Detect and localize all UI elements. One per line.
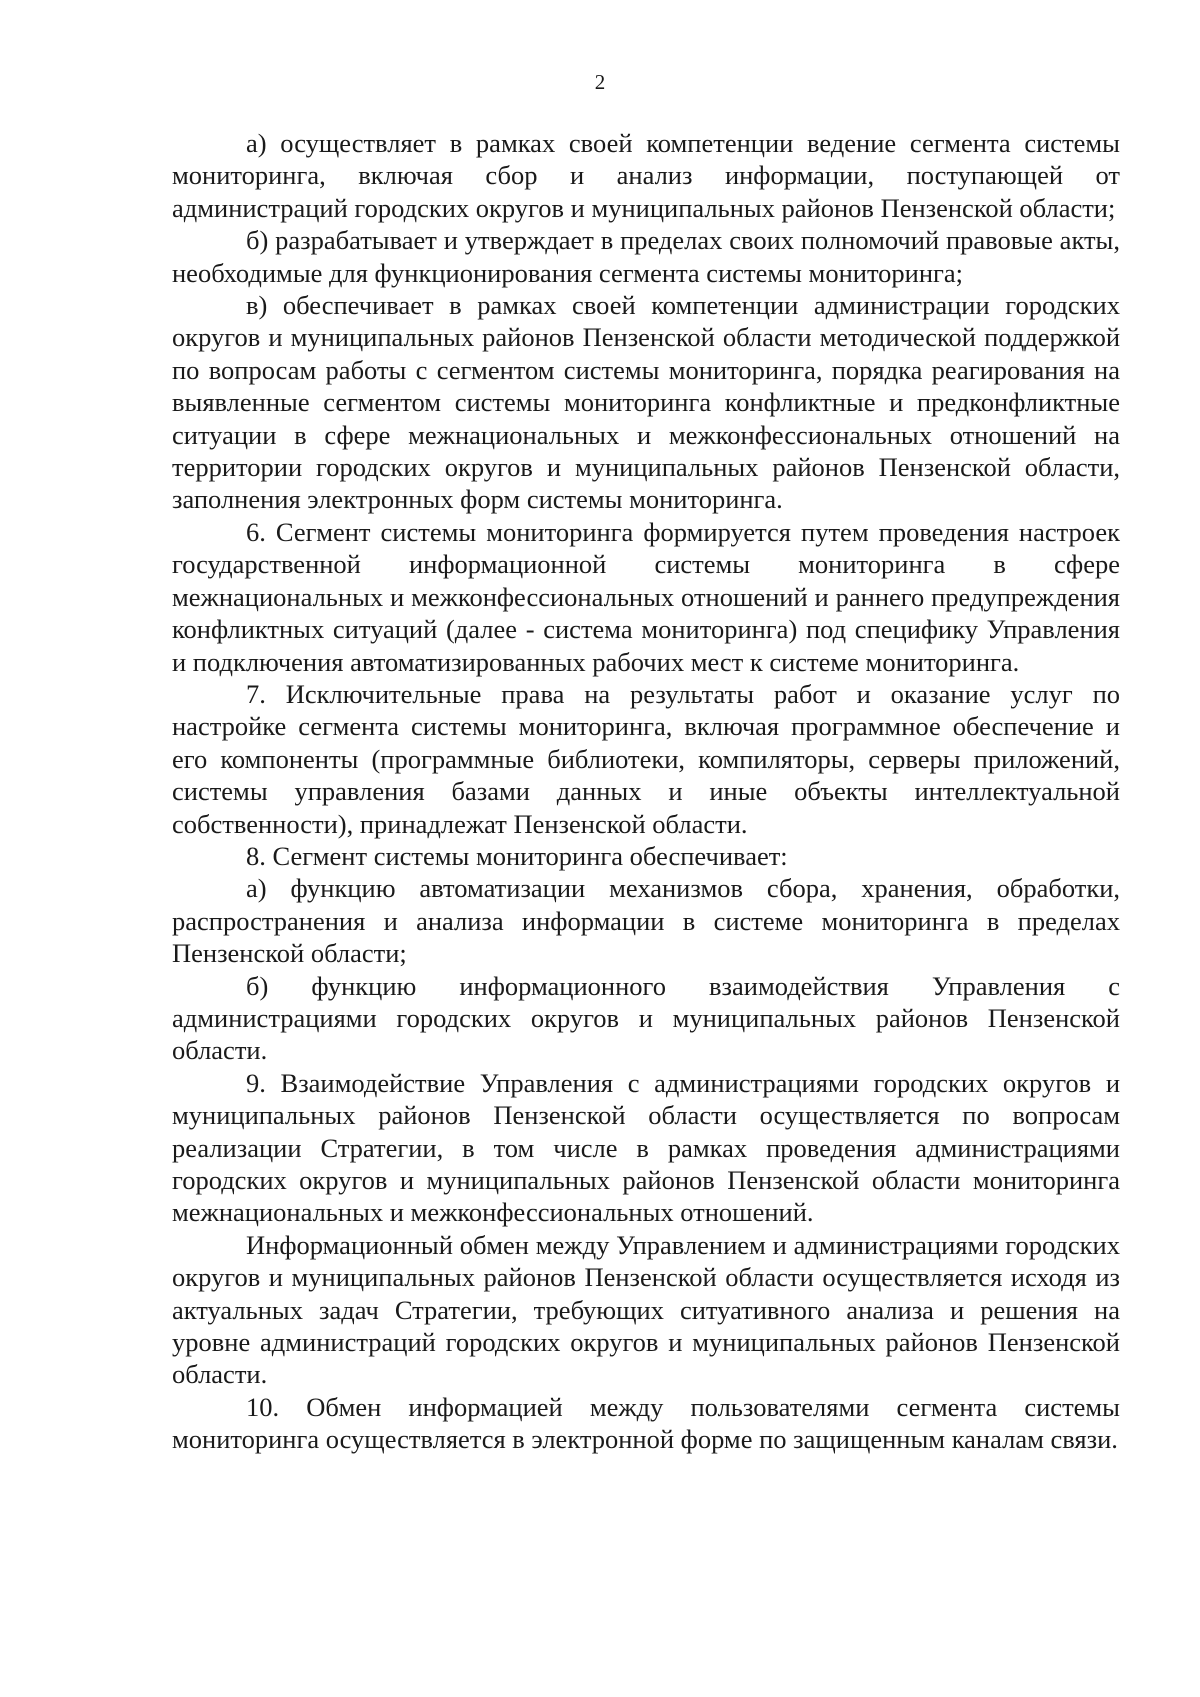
document-body: [172, 127, 1120, 1456]
paragraph-5v: в) обеспечивает в рамках своей компетенции администрации городских округов и муниципальных районов Пензенской области методической поддержкой по вопросам работы с сегментом системы мониторинга, порядка реагирования на выявленные сегментом системы мониторинга конфликтные и предконфликтные ситуации в сфере межнациональных и межконфессиональных отношений на территории городских округов и муниципальных районов Пензенской области, заполнения электронных форм системы мониторинга.: [172, 290, 1120, 515]
paragraph-8b: б) функцию информационного взаимодействия Управления с администрациями городских округов и муниципальных районов Пензенской области.: [172, 970, 1120, 1066]
paragraph-9-info-exchange: Информационный обмен между Управлением и администрациями городских округов и муниципальных районов Пензенской области осуществляется исходя из актуальных задач Стратегии, требующих ситуативного анализа и решения на уровне администраций городских округов и муниципальных районов Пензенской области.: [172, 1229, 1120, 1390]
paragraph-8a: а) функцию автоматизации механизмов сбора, хранения, обработки, распространения и анализа информации в системе мониторинга в пределах Пензенской области;: [172, 873, 1120, 969]
paragraph-7: 7. Исключительные права на результаты работ и оказание услуг по настройке сегмента системы мониторинга, включая программное обеспечение и его компоненты (программные библиотеки, компиляторы, серверы приложений, системы управления базами данных и иные объекты интеллектуальной собственности), принадлежат Пензенской области.: [172, 678, 1120, 839]
paragraph-6: 6. Сегмент системы мониторинга формируется путем проведения настроек государственной информационной системы мониторинга в сфере межнациональных и межконфессиональных отношений и раннего предупреждения конфликтных ситуаций (далее - система мониторинга) под специфику Управления и подключения автоматизированных рабочих мест к системе мониторинга.: [172, 516, 1120, 677]
paragraph-8: 8. Сегмент системы мониторинга обеспечивает:: [246, 840, 788, 871]
page-number: 2: [594, 70, 606, 94]
paragraph-10: 10. Обмен информацией между пользователями сегмента системы мониторинга осуществляется в электронной форме по защищенным каналам связи.: [172, 1391, 1120, 1455]
paragraph-5b: б) разрабатывает и утверждает в пределах своих полномочий правовые акты, необходимые для функционирования сегмента системы мониторинга;: [172, 225, 1120, 288]
paragraph-9: 9. Взаимодействие Управления с администрациями городских округов и муниципальных районов Пензенской области осуществляется по вопросам реализации Стратегии, в том числе в рамках проведения администрациями городских округов и муниципальных районов Пензенской области мониторинга межнациональных и межконфессиональных отношений.: [172, 1067, 1120, 1228]
paragraph-5a: а) осуществляет в рамках своей компетенции ведение сегмента системы мониторинга, включая сбор и анализ информации, поступающей от администраций городских округов и муниципальных районов Пензенской области;: [172, 128, 1120, 223]
